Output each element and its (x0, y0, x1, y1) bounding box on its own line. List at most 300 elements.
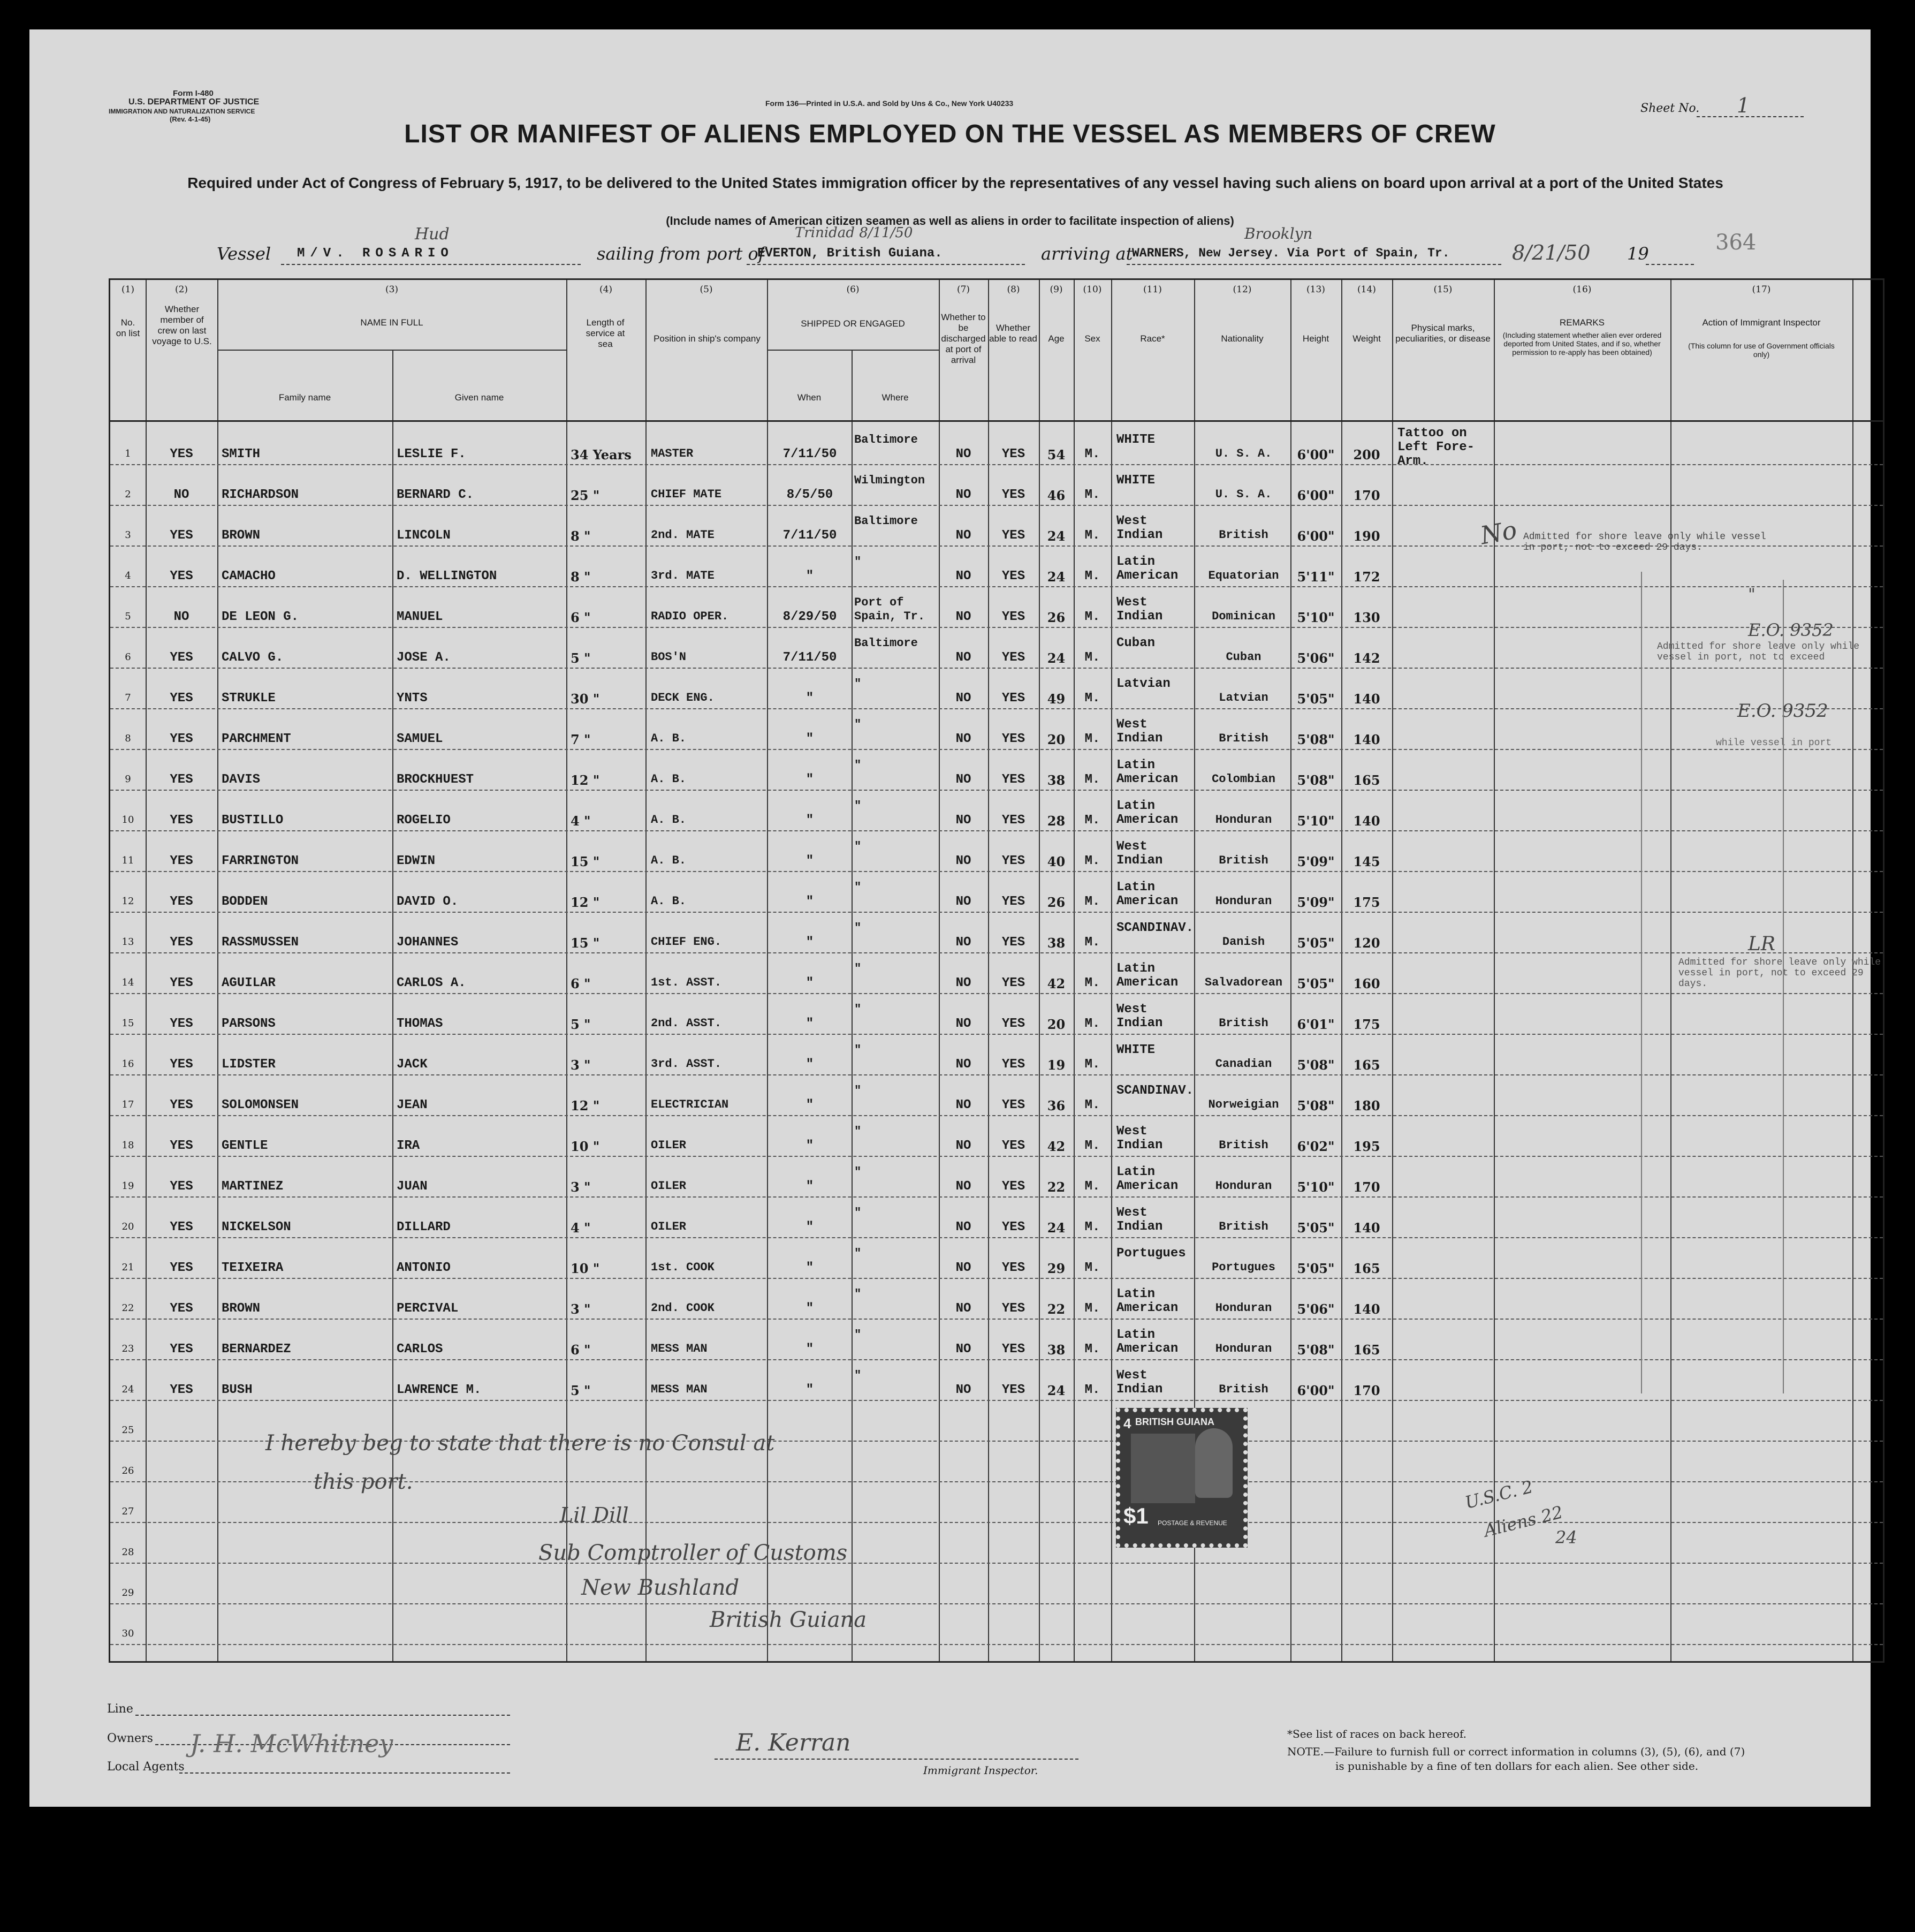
cell-where: " (854, 1125, 862, 1138)
cell-where: " (854, 1165, 862, 1179)
cell-prev: YES (170, 1261, 193, 1275)
cell-where: " (854, 881, 862, 894)
col-num-1: (1) (121, 284, 135, 295)
sailing-port: EVERTON, British Guiana. (757, 246, 943, 261)
cell-weight: 165 (1353, 1261, 1380, 1276)
cell-nat: British (1219, 528, 1268, 542)
cell-prev: YES (170, 569, 193, 584)
table-row (110, 791, 1883, 831)
cell-position: CHIEF MATE (651, 488, 722, 501)
cell-position: RADIO OPER. (651, 610, 729, 623)
cell-when: " (805, 1301, 814, 1316)
cell-prev: YES (170, 854, 193, 868)
col-head-weight: Weight (1352, 334, 1381, 344)
year-underline (1646, 264, 1694, 265)
row-number: 2 (125, 489, 131, 500)
cell-sex: M. (1084, 1261, 1100, 1275)
arriving-underline (1127, 264, 1501, 265)
races-note: *See list of races on back hereof. (1287, 1728, 1467, 1740)
cell-prev: YES (170, 772, 193, 787)
line-underline (135, 1715, 510, 1716)
cell-age: 46 (1047, 488, 1066, 503)
col-head-age: Age (1048, 334, 1065, 344)
cell-sex: M. (1084, 1179, 1100, 1194)
sheet-number: 1 (1737, 94, 1750, 117)
cell-where: Wilmington (854, 474, 925, 487)
cell-family: RICHARDSON (222, 488, 299, 502)
cell-position: CHIEF ENG. (651, 935, 722, 949)
arriving-hand-note: Brooklyn (1244, 225, 1313, 243)
cell-weight: 172 (1353, 569, 1380, 585)
cell-race: Latin American (1116, 880, 1179, 908)
cell-read: YES (1001, 1301, 1025, 1316)
cell-given: IRA (397, 1139, 420, 1153)
cell-position: A. B. (651, 732, 687, 745)
cell-when: " (805, 1261, 814, 1275)
cell-family: FARRINGTON (222, 854, 299, 868)
cell-nat: British (1219, 1383, 1268, 1396)
col-head-service: Length of service at sea (586, 317, 625, 349)
col-head-discharge: Whether to be discharged at port of arrival (941, 312, 986, 365)
cell-when: " (805, 1342, 814, 1357)
table-row (110, 1116, 1883, 1157)
empty-row (110, 1564, 1883, 1604)
cell-nat: Danish (1222, 935, 1265, 949)
cell-where: " (854, 1206, 862, 1219)
tally-usc: U.S.C. 2 (1463, 1476, 1535, 1513)
row-number: 25 (121, 1425, 134, 1436)
arriving-label: arriving at (1041, 244, 1133, 264)
cell-age: 24 (1047, 569, 1066, 585)
cell-given: YNTS (397, 691, 428, 706)
cell-prev: YES (170, 1139, 193, 1153)
cell-read: YES (1001, 935, 1025, 950)
tally-aliens: Aliens 22 (1481, 1502, 1565, 1541)
cell-position: MESS MAN (651, 1342, 708, 1355)
cell-disch: NO (955, 1220, 971, 1234)
cell-prev: YES (170, 895, 193, 909)
department: U.S. DEPARTMENT OF JUSTICE (128, 97, 260, 107)
table-row (110, 750, 1883, 791)
row-number: 22 (121, 1302, 134, 1314)
cell-race: West Indian (1116, 514, 1163, 542)
cell-when: " (805, 1179, 814, 1194)
cell-read: YES (1001, 1098, 1025, 1112)
stamp-number: 364 (1715, 230, 1757, 255)
cell-height: 5'10" (1297, 610, 1335, 625)
cell-weight: 180 (1353, 1098, 1380, 1113)
cell-when: 7/11/50 (782, 447, 837, 461)
empty-row (110, 1523, 1883, 1564)
cell-nat: British (1219, 854, 1268, 867)
cell-service: 25 " (571, 488, 600, 503)
cell-weight: 142 (1353, 650, 1380, 666)
cell-family: SOLOMONSEN (222, 1098, 299, 1112)
cell-given: JEAN (397, 1098, 428, 1112)
cell-where: " (854, 677, 862, 691)
cell-race: Latin American (1116, 555, 1179, 583)
cell-family: CALVO G. (222, 650, 284, 665)
table-row (110, 709, 1883, 750)
cell-age: 38 (1047, 772, 1066, 788)
cell-prev: YES (170, 976, 193, 990)
col-head-name: NAME IN FULL (360, 317, 423, 328)
remark-hand-no: No (1478, 515, 1519, 550)
cell-prev: YES (170, 528, 193, 543)
cell-nat: Honduran (1215, 895, 1272, 908)
cell-disch: NO (955, 854, 971, 868)
remark-eo-2: E.O. 9352 (1737, 700, 1828, 722)
cell-when: " (805, 1139, 814, 1153)
cell-height: 5'05" (1297, 976, 1335, 991)
cell-height: 5'08" (1297, 772, 1335, 788)
cell-weight: 165 (1353, 772, 1380, 788)
cell-read: YES (1001, 854, 1025, 868)
cell-family: BROWN (222, 1301, 261, 1316)
cell-race: SCANDINAV. (1116, 921, 1194, 935)
cell-disch: NO (955, 1301, 971, 1316)
cell-service: 15 " (571, 935, 600, 951)
cell-age: 26 (1047, 610, 1066, 625)
cell-sex: M. (1084, 1342, 1100, 1357)
col-head-nationality: Nationality (1221, 334, 1264, 344)
cell-weight: 145 (1353, 854, 1380, 869)
remark-shore-leave-2: Admitted for shore leave only while vessel in port, not to exceed (1657, 641, 1860, 663)
row-number: 18 (121, 1140, 134, 1151)
cell-race: Latin American (1116, 1328, 1179, 1356)
cell-sex: M. (1084, 569, 1100, 584)
col-num-11: (11) (1143, 284, 1162, 295)
sailing-hand-note: Trinidad 8/11/50 (795, 225, 913, 241)
cell-given: LAWRENCE M. (397, 1383, 482, 1397)
cell-where: " (854, 1043, 862, 1057)
table-row (110, 1279, 1883, 1320)
col-num-8: (8) (1007, 284, 1020, 295)
cell-position: 1st. ASST. (651, 976, 722, 989)
cell-read: YES (1001, 813, 1025, 828)
cell-race: West Indian (1116, 717, 1163, 746)
cell-where: " (854, 962, 862, 975)
tally-total: 24 (1555, 1527, 1577, 1548)
col-head-when: When (797, 392, 822, 403)
manifest-subtitle: Required under Act of Congress of February 5, 1917, to be delivered to the United States immigration officer by the representatives of any vessel having such aliens on board upon arrival at a port of the United States (187, 175, 1723, 191)
sheet-underline (1697, 116, 1804, 117)
cell-when: " (805, 976, 814, 990)
remark-eo-1: E.O. 9352 (1748, 620, 1834, 640)
cell-given: JUAN (397, 1179, 428, 1194)
cell-when: " (805, 691, 814, 706)
cell-nat: Salvadorean (1204, 976, 1283, 989)
cell-family: DE LEON G. (222, 610, 299, 624)
table-row (110, 1075, 1883, 1116)
cell-position: 2nd. MATE (651, 528, 715, 542)
cell-prev: YES (170, 1098, 193, 1112)
cell-given: JOSE A. (397, 650, 451, 665)
remark-ditto: " (1748, 585, 1756, 604)
crew-table (109, 278, 1884, 1663)
empty-row (110, 1604, 1883, 1645)
cell-weight: 140 (1353, 732, 1380, 747)
cell-disch: NO (955, 650, 971, 665)
cell-when: " (805, 935, 814, 950)
cell-disch: NO (955, 976, 971, 990)
cell-nat: Canadian (1215, 1057, 1272, 1071)
cell-nat: Honduran (1215, 1301, 1272, 1315)
col-num-4: (4) (599, 284, 613, 295)
cell-height: 6'00" (1297, 488, 1335, 503)
col-head-given: Given name (454, 392, 504, 403)
vessel-label: Vessel (217, 244, 271, 264)
cell-service: 6 " (571, 976, 591, 991)
cell-when: " (805, 1017, 814, 1031)
cell-weight: 170 (1353, 1383, 1380, 1398)
cell-read: YES (1001, 895, 1025, 909)
col-num-7: (7) (956, 284, 970, 295)
cell-disch: NO (955, 813, 971, 828)
cell-nat: Norweigian (1208, 1098, 1279, 1111)
table-row (110, 994, 1883, 1035)
cell-height: 6'00" (1297, 1383, 1335, 1398)
row-number: 3 (125, 529, 131, 541)
row-number: 8 (125, 733, 131, 744)
row-number: 12 (121, 896, 134, 907)
row-number: 30 (121, 1628, 134, 1639)
cell-sex: M. (1084, 772, 1100, 787)
cell-where: " (854, 1287, 862, 1301)
col-num-16: (16) (1572, 284, 1592, 295)
signature-place: New Bushland (581, 1575, 740, 1600)
cell-age: 19 (1047, 1057, 1066, 1073)
cell-position: A. B. (651, 895, 687, 908)
cell-prev: YES (170, 691, 193, 706)
cell-position: OILER (651, 1139, 687, 1152)
cell-family: BERNARDEZ (222, 1342, 291, 1357)
cell-position: A. B. (651, 813, 687, 827)
arriving-port: WARNERS, New Jersey. Via Port of Spain, Tr. (1132, 246, 1450, 260)
cell-age: 38 (1047, 1342, 1066, 1358)
table-row (110, 872, 1883, 913)
cell-position: BOS'N (651, 650, 687, 664)
cell-family: SMITH (222, 447, 261, 461)
cell-given: BROCKHUEST (397, 772, 474, 787)
table-row (110, 1320, 1883, 1360)
stamp-caption: POSTAGE & REVENUE (1158, 1519, 1227, 1527)
cell-height: 5'10" (1297, 1179, 1335, 1195)
cell-race: Latin American (1116, 961, 1179, 990)
cell-weight: 120 (1353, 935, 1380, 951)
cell-service: 5 " (571, 650, 591, 666)
table-row (110, 1360, 1883, 1401)
cell-prev: YES (170, 1057, 193, 1072)
cell-given: EDWIN (397, 854, 436, 868)
cell-disch: NO (955, 1179, 971, 1194)
cell-height: 5'09" (1297, 854, 1335, 869)
col-head-position: Position in ship's company (653, 334, 761, 344)
cell-sex: M. (1084, 1301, 1100, 1316)
agents-label: Local Agents (107, 1760, 185, 1774)
vessel-hand-note: Hud (415, 225, 450, 244)
col-num-12: (12) (1233, 284, 1252, 295)
cell-race: WHITE (1116, 1043, 1156, 1057)
cell-when: 8/5/50 (786, 488, 833, 502)
cell-race: West Indian (1116, 839, 1163, 868)
row-number: 19 (121, 1180, 134, 1192)
cell-where: " (854, 921, 862, 935)
cell-read: YES (1001, 1179, 1025, 1194)
cell-prev: YES (170, 732, 193, 746)
col-head-sex: Sex (1084, 334, 1100, 344)
cell-disch: NO (955, 569, 971, 584)
cell-weight: 195 (1353, 1139, 1380, 1154)
cell-nat: Honduran (1215, 1179, 1272, 1193)
cell-when: " (805, 813, 814, 828)
cell-sex: M. (1084, 488, 1100, 502)
cell-nat: British (1219, 1139, 1268, 1152)
cell-nat: Latvian (1219, 691, 1268, 704)
cell-service: 7 " (571, 732, 591, 747)
cell-given: PERCIVAL (397, 1301, 459, 1316)
cell-nat: Equatorian (1208, 569, 1279, 582)
inspector-signature: E. Kerran (736, 1729, 851, 1756)
cell-family: MARTINEZ (222, 1179, 284, 1194)
printer-line: Form 136—Printed in U.S.A. and Sold by Uns & Co., New York U40233 (765, 99, 1014, 108)
cell-family: STRUKLE (222, 691, 276, 706)
cell-disch: NO (955, 691, 971, 706)
cell-sex: M. (1084, 732, 1100, 746)
cell-race: West Indian (1116, 1002, 1163, 1031)
cell-age: 24 (1047, 528, 1066, 544)
cell-read: YES (1001, 772, 1025, 787)
cell-weight: 140 (1353, 1301, 1380, 1317)
cell-sex: M. (1084, 976, 1100, 990)
cell-marks: Tattoo on Left Fore-Arm. (1397, 426, 1475, 468)
cell-read: YES (1001, 1139, 1025, 1153)
cell-read: YES (1001, 691, 1025, 706)
cell-age: 24 (1047, 1383, 1066, 1398)
cell-when: " (805, 1098, 814, 1112)
row-number: 5 (125, 611, 131, 622)
col-head-race: Race* (1140, 334, 1165, 344)
cell-where: " (854, 799, 862, 813)
cell-family: DAVIS (222, 772, 261, 787)
cell-position: 3rd. ASST. (651, 1057, 722, 1071)
cell-race: Latin American (1116, 799, 1179, 827)
cell-position: OILER (651, 1179, 687, 1193)
row-rule (110, 1644, 1883, 1645)
cell-height: 6'00" (1297, 447, 1335, 463)
cell-disch: NO (955, 1261, 971, 1275)
cell-weight: 140 (1353, 813, 1380, 829)
table-row (110, 953, 1883, 994)
cell-age: 36 (1047, 1098, 1066, 1113)
cell-prev: YES (170, 1383, 193, 1397)
col-num-2: (2) (174, 284, 188, 295)
cell-service: 12 " (571, 895, 600, 910)
cell-given: THOMAS (397, 1017, 443, 1031)
cell-given: LESLIE F. (397, 447, 466, 461)
signature-country: British Guiana (710, 1608, 867, 1632)
cell-height: 5'08" (1297, 1342, 1335, 1358)
cell-read: YES (1001, 732, 1025, 746)
revenue-stamp (1116, 1408, 1248, 1548)
cell-age: 24 (1047, 650, 1066, 666)
cell-nat: Colombian (1212, 772, 1275, 786)
cell-prev: YES (170, 1017, 193, 1031)
cell-family: LIDSTER (222, 1057, 276, 1072)
cell-race: WHITE (1116, 473, 1156, 488)
remark-shore-leave-1: Admitted for shore leave only while vessel in port, not to exceed 29 days. (1523, 532, 1766, 553)
cell-prev: NO (173, 610, 189, 624)
cell-where: " (854, 718, 862, 731)
cell-sex: M. (1084, 610, 1100, 624)
cell-age: 20 (1047, 732, 1066, 747)
cell-read: YES (1001, 488, 1025, 502)
col-head-where: Where (881, 392, 909, 403)
cell-service: 10 " (571, 1139, 600, 1154)
vessel-name: M/V. ROSARIO (297, 246, 454, 261)
row-number: 27 (121, 1506, 134, 1517)
cell-family: BUSH (222, 1383, 253, 1397)
row-number: 4 (125, 570, 131, 581)
table-row (110, 465, 1883, 506)
cell-given: JACK (397, 1057, 428, 1072)
cell-where: Baltimore (854, 637, 918, 650)
cell-read: YES (1001, 976, 1025, 990)
row-number: 26 (121, 1465, 134, 1476)
cell-given: ROGELIO (397, 813, 451, 828)
cell-sex: M. (1084, 1139, 1100, 1153)
row-number: 14 (121, 977, 134, 988)
row-number: 13 (121, 936, 134, 948)
cell-nat: Portugues (1212, 1261, 1275, 1274)
cell-disch: NO (955, 528, 971, 543)
col-num-15: (15) (1433, 284, 1453, 295)
cell-position: DECK ENG. (651, 691, 715, 704)
fine-note-1: NOTE.—Failure to furnish full or correct information in columns (3), (5), (6), and (7) (1287, 1745, 1745, 1758)
cell-service: 8 " (571, 569, 591, 585)
col-num-13: (13) (1306, 284, 1325, 295)
cell-when: " (805, 1057, 814, 1072)
cell-where: " (854, 1003, 862, 1016)
cell-family: CAMACHO (222, 569, 276, 584)
stamp-side-value: 4 (1123, 1415, 1131, 1431)
table-row (110, 628, 1883, 669)
cell-race: Latin American (1116, 758, 1179, 786)
cell-height: 6'02" (1297, 1139, 1335, 1154)
cell-family: PARCHMENT (222, 732, 291, 746)
inspector-underline (715, 1759, 1078, 1760)
cell-disch: NO (955, 732, 971, 746)
cell-service: 12 " (571, 1098, 600, 1113)
cell-position: A. B. (651, 854, 687, 867)
cell-nat: British (1219, 1220, 1268, 1233)
manifest-title: LIST OR MANIFEST OF ALIENS EMPLOYED ON THE VESSEL AS MEMBERS OF CREW (404, 120, 1496, 148)
cell-height: 6'01" (1297, 1017, 1335, 1032)
cell-height: 5'08" (1297, 1057, 1335, 1073)
cell-service: 8 " (571, 528, 591, 544)
cell-prev: YES (170, 1342, 193, 1357)
cell-where: " (854, 1369, 862, 1382)
col-head-prev-voyage: Whether member of crew on last voyage to U.S. (152, 304, 212, 346)
cell-race: Latvian (1116, 677, 1171, 691)
row-number: 9 (125, 774, 131, 785)
cell-service: 4 " (571, 813, 591, 829)
service-name: IMMIGRATION AND NATURALIZATION SERVICE (109, 108, 255, 115)
remark-lr: LR (1748, 933, 1776, 955)
cell-sex: M. (1084, 895, 1100, 909)
cell-read: YES (1001, 447, 1025, 461)
cell-sex: M. (1084, 1383, 1100, 1397)
